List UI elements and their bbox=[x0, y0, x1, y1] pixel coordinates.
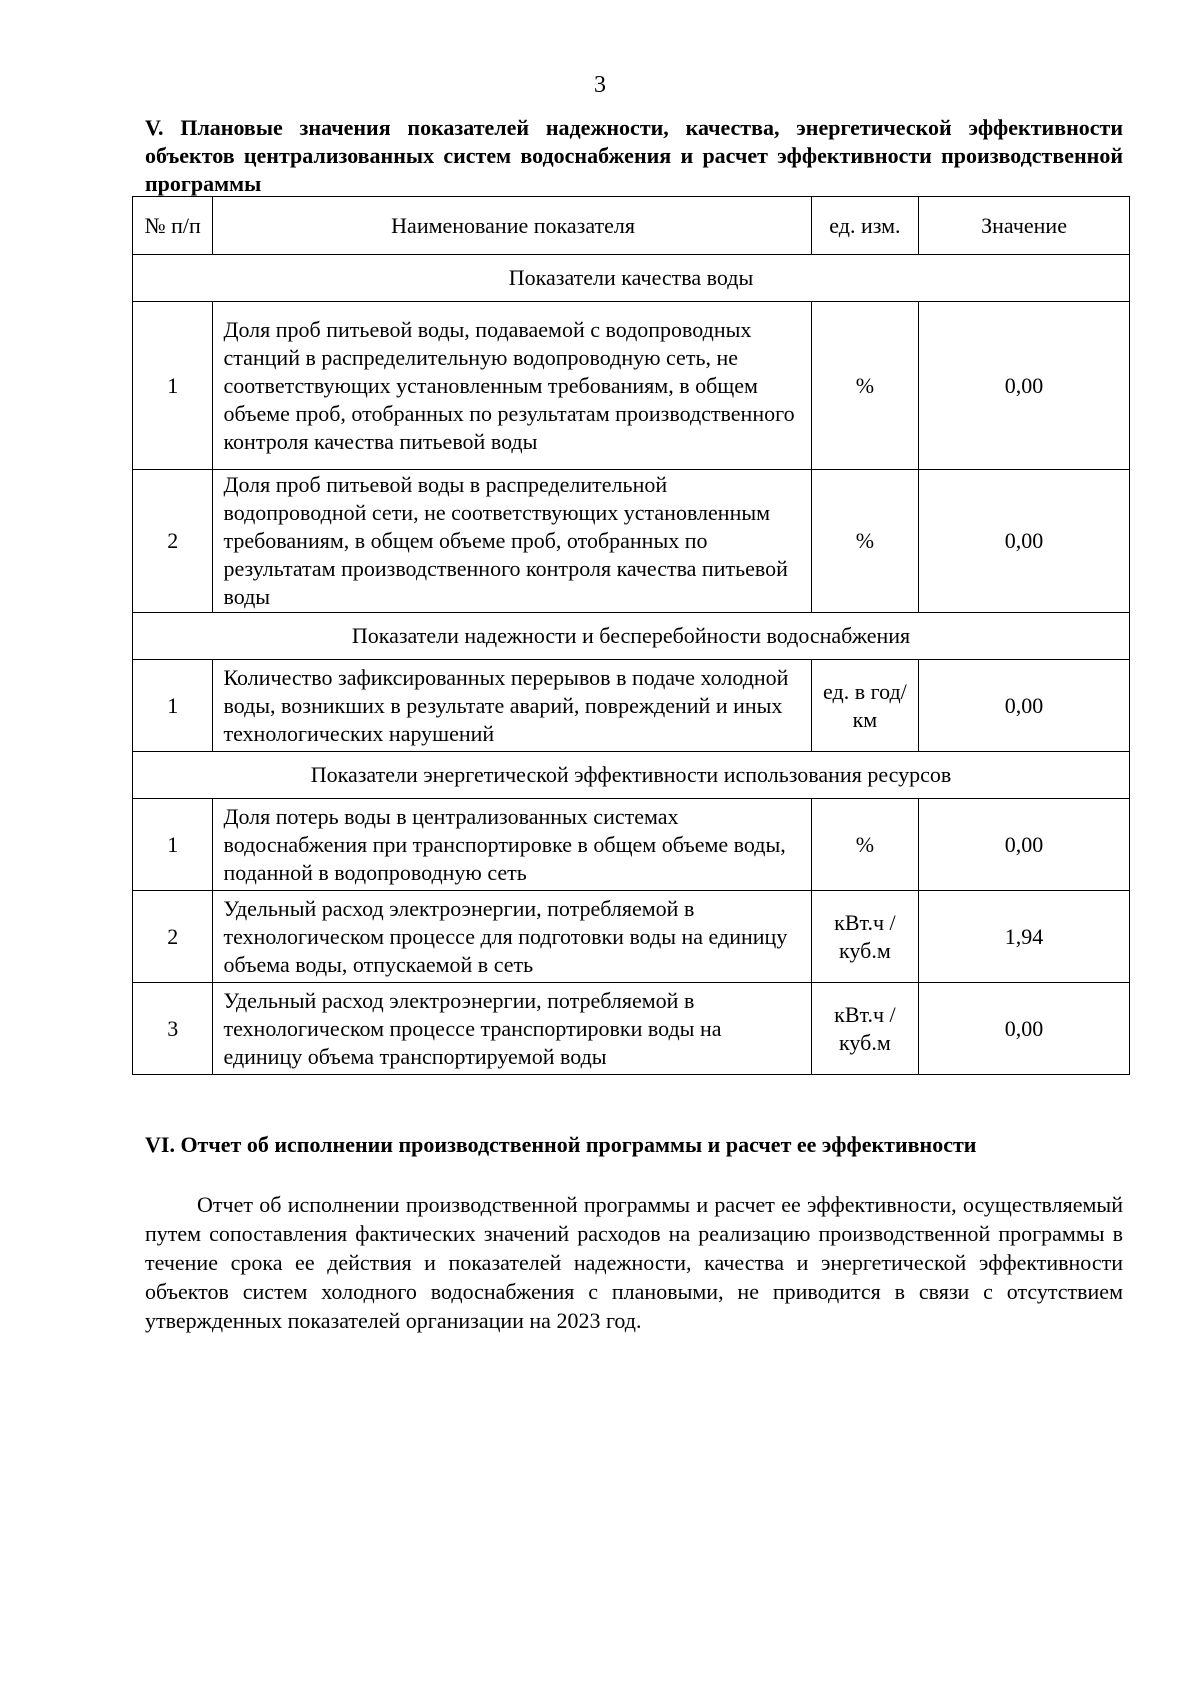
row-num: 1 bbox=[133, 799, 213, 891]
section-vi-paragraph: Отчет об исполнении производственной программы и расчет ее эффективности, осуществляемый путем сопоставления фактических значений расходов на реализацию производственной программы в течение срока ее действия и показателей надежности, качества и энергетической эффективности объектов систем холодного водоснабжения с плановыми, не приводится в связи с отсутствием утвержденных показателей организации на 2023 год. bbox=[145, 1192, 1123, 1333]
row-value: 0,00 bbox=[919, 983, 1130, 1075]
header-name: Наименование показателя bbox=[213, 197, 811, 255]
group-row-energy bbox=[133, 752, 1130, 799]
row-num: 2 bbox=[133, 891, 213, 983]
indicators-table bbox=[132, 196, 1130, 1075]
table-row bbox=[133, 891, 1130, 983]
table-row bbox=[133, 983, 1130, 1075]
group-row-reliability bbox=[133, 613, 1130, 660]
row-name: Доля проб питьевой воды в распределительной водопроводной сети, не соответствующих установленным требованиям, в общем объеме проб, отобранных по результатам производственного контроля качества питьевой воды bbox=[213, 470, 811, 613]
group-row-quality bbox=[133, 255, 1130, 302]
row-value: 0,00 bbox=[919, 470, 1130, 613]
section-v-title: V. Плановые значения показателей надежности, качества, энергетической эффективности объектов централизованных систем водоснабжения и расчет эффективности производственной программы bbox=[145, 115, 1123, 196]
row-unit: кВт.ч / куб.м bbox=[811, 983, 918, 1075]
row-name: Количество зафиксированных перерывов в подаче холодной воды, возникших в результате аварий, повреждений и иных технологических нарушений bbox=[213, 660, 811, 752]
row-value: 0,00 bbox=[919, 660, 1130, 752]
row-name: Доля проб питьевой воды, подаваемой с водопроводных станций в распределительную водопроводную сеть, не соответствующих установленным требованиям, в общем объеме проб, отобранных по результатам производственного контроля качества питьевой воды bbox=[213, 302, 811, 470]
section-vi-title: VI. Отчет об исполнении производственной программы и расчет ее эффективности bbox=[145, 1132, 977, 1157]
row-num: 1 bbox=[133, 302, 213, 470]
group-title: Показатели надежности и бесперебойности водоснабжения bbox=[133, 613, 1130, 660]
table-row bbox=[133, 660, 1130, 752]
header-unit: ед. изм. bbox=[811, 197, 918, 255]
row-value: 0,00 bbox=[919, 799, 1130, 891]
row-unit: % bbox=[811, 302, 918, 470]
row-num: 3 bbox=[133, 983, 213, 1075]
table-row bbox=[133, 799, 1130, 891]
group-title: Показатели качества воды bbox=[133, 255, 1130, 302]
table-header-row bbox=[133, 197, 1130, 255]
row-value: 0,00 bbox=[919, 302, 1130, 470]
group-title: Показатели энергетической эффективности использования ресурсов bbox=[133, 752, 1130, 799]
row-name: Удельный расход электроэнергии, потребляемой в технологическом процессе транспортировки воды на единицу объема транспортируемой воды bbox=[213, 983, 811, 1075]
row-unit: % bbox=[811, 799, 918, 891]
row-name: Доля потерь воды в централизованных системах водоснабжения при транспортировке в общем объеме воды, поданной в водопроводную сеть bbox=[213, 799, 811, 891]
header-value: Значение bbox=[919, 197, 1130, 255]
table-row bbox=[133, 302, 1130, 470]
row-unit: кВт.ч / куб.м bbox=[811, 891, 918, 983]
row-unit: % bbox=[811, 470, 918, 613]
row-num: 2 bbox=[133, 470, 213, 613]
row-name: Удельный расход электроэнергии, потребляемой в технологическом процессе для подготовки воды на единицу объема воды, отпускаемой в сеть bbox=[213, 891, 811, 983]
row-num: 1 bbox=[133, 660, 213, 752]
header-num: № п/п bbox=[133, 197, 213, 255]
row-unit: ед. в год/ км bbox=[811, 660, 918, 752]
page-number: 3 bbox=[594, 72, 606, 98]
table-row bbox=[133, 470, 1130, 613]
row-value: 1,94 bbox=[919, 891, 1130, 983]
